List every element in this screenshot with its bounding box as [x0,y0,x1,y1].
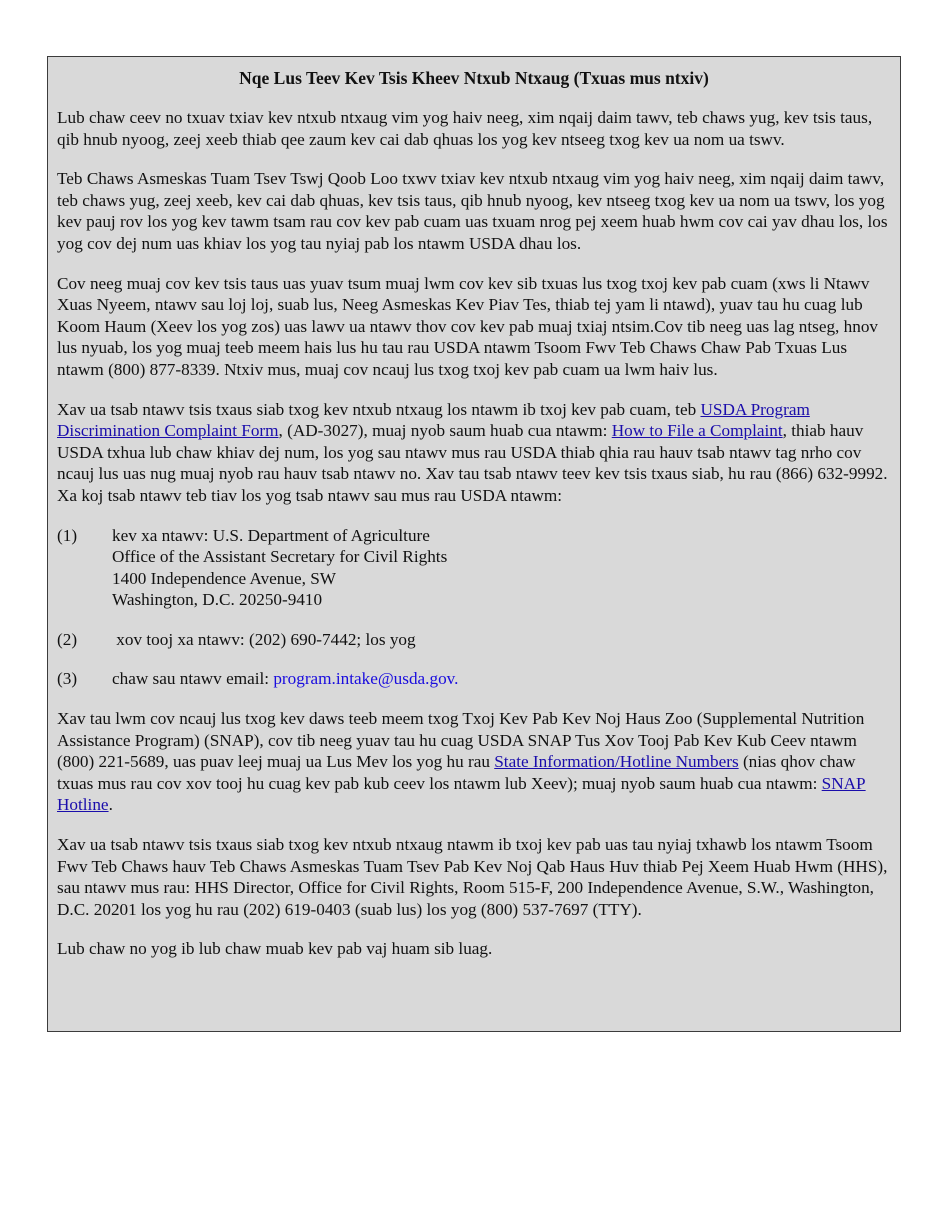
list-number: (2) [57,629,78,649]
complaint-form-link[interactable]: USDA Program Discrimination Complaint Form [57,399,810,441]
p5-text-2: (nias qhov chaw txuas mus rau cov xov tooj hu cuag kev pab kub ceev los ntawm lub Xeev); muaj nyob saum huab cua ntawm: [57,752,856,793]
list-number: (1) [57,525,78,545]
paragraph-2: Teb Chaws Asmeskas Tuam Tsev Tswj Qoob Loo txwv txiav kev ntxub ntxaug vim yog haiv neeg, xim nqaij daim tawv, teb chaws yug, zeej xeeb, kev cai dab qhuas, kev tsis taus, qib hnub nyoog, kev ntseeg txog kev ua nom ua tswv, los yog kev pauj rov los yog kev tawm tsam rau cov kev pab cuam uas txuam nrog pej xeem huab hwm cov cai yav dhau los, los yog cov dej num uas khiav los yog tau nyiaj pab los ntawm USDA dhau los. [57,169,888,253]
paragraph-1: Lub chaw ceev no txuav txiav kev ntxub ntxaug vim yog haiv neeg, xim nqaij daim tawv, teb chaws yug, kev tsis taus, qib hnub nyoog, zeej xeeb thiab qee zaum kev cai dab qhuas los yog kev ntseeg txog kev ua nom ua tswv. [57,108,873,149]
p5-text-3: . [108,795,113,815]
fax-text: xov tooj xa ntawv: (202) 690-7442; los yog [112,629,416,649]
list-item-mail [57,525,891,611]
p4-text-1: Xav ua tsab ntawv tsis txaus siab txog kev ntxub ntxaug los ntawm ib txoj kev pab cuam, teb [57,399,701,419]
mail-line-1: kev xa ntawv: U.S. Department of Agriculture [112,525,430,545]
p4-text-2: , (AD-3027), muaj nyob saum huab cua ntawm: [278,421,612,441]
list-number: (3) [57,669,78,689]
paragraph-3: Cov neeg muaj cov kev tsis taus uas yuav tsum muaj lwm cov kev sib txuas lus txog txoj kev pab cuam (xws li Ntawv Xuas Nyeem, ntawv sau loj loj, suab lus, Neeg Asmeskas Kev Piav Tes, thiab tej yam li ntawd), yuav tau hu cuag lub Koom Haum (Xeev los yog zos) uas lawv ua ntawv thov cov kev pab muaj txiaj ntsim.Cov tib neeg uas lag ntseg, hnov lus nyuab, los yog muaj teeb meem hais lus hu tau rau USDA ntawm Tsoom Fwv Teb Chaws Chaw Pab Txuas Lus ntawm (800) 877-8339. Ntxiv mus, muaj cov ncauj lus txog txoj kev pab cuam ua lwm haiv lus. [57,273,879,379]
p5-text-1: Xav tau lwm cov ncauj lus txog kev daws teeb meem txog Txoj Kev Pab Kev Noj Haus Zoo (Supplemental Nutrition Assistance Program) (SNAP), cov tib neeg yuav tau hu cuag USDA SNAP Tus Xov Tooj Pab Kev Kub Ceev ntawm (800) 221-5689, uas puav leej muaj ua Lus Mev los yog hu rau [57,709,865,772]
list-item-email [57,668,891,690]
paragraph-7: Lub chaw no yog ib lub chaw muab kev pab vaj huam sib luag. [57,939,493,959]
notice-title: Nqe Lus Teev Kev Tsis Kheev Ntxub Ntxaug (Txuas mus ntxiv) [239,68,709,88]
mail-line-3: 1400 Independence Avenue, SW [112,568,336,588]
file-complaint-link[interactable]: How to File a Complaint [611,421,783,441]
mail-address [112,525,891,611]
email-address[interactable]: program.intake@usda.gov. [273,669,459,689]
snap-hotline-link[interactable]: SNAP Hotline [57,773,866,815]
paragraph-5 [57,708,891,816]
list-item-fax [57,629,891,651]
mail-line-2: Office of the Assistant Secretary for Civil Rights [112,547,448,567]
notice-box [47,56,901,1032]
paragraph-6: Xav ua tsab ntawv tsis txaus siab txog kev ntxub ntxaug ntawm ib txoj kev pab uas tau nyiaj txhawb los ntawm Tsoom Fwv Teb Chaws hauv Teb Chaws Asmeskas Tuam Tsev Pab Kev Noj Qab Haus Huv thiab Pej Xeem Huab Hwm (HHS), sau ntawv mus rau: HHS Director, Office for Civil Rights, Room 515-F, 200 Independence Avenue, S.W., Washington, D.C. 20201 los yog hu rau (202) 619-0403 (suab lus) los yog (800) 537-7697 (TTY). [57,835,888,919]
mail-line-4: Washington, D.C. 20250-9410 [112,590,323,610]
email-label: chaw sau ntawv email: [112,669,274,689]
paragraph-4 [57,399,891,507]
p4-text-3: , thiab hauv USDA txhua lub chaw khiav dej num, los yog sau ntawv mus rau USDA thiab qhia rau hauv tsab ntawv tag nrho cov ncauj lus uas nug muaj nyob rau hauv tsab ntawv no. Xav tau tsab ntawv teev kev tsis txaus siab, hu rau (866) 632-9992. Xa koj tsab ntawv teb tiav los yog tsab ntawv sau mus rau USDA ntawm: [57,421,888,505]
state-hotline-link[interactable]: State Information/Hotline Numbers [494,752,739,772]
